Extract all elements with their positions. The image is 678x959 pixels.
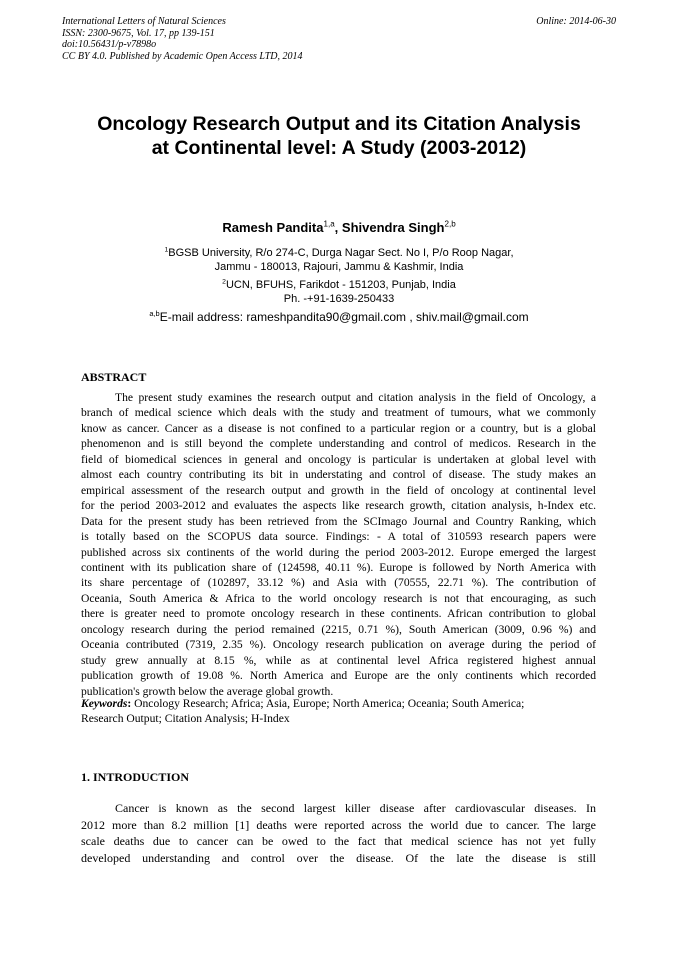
paper-title [40, 112, 638, 160]
abstract-line: is totally based on the SCOPUS data source. Findings: - A total of 310593 research papers were [81, 530, 596, 544]
intro-line: scale deaths due to cancer can be owed to the fact that medical science has not yet fully [81, 834, 596, 848]
keywords-line-1: Oncology Research; Africa; Asia, Europe; North America; Oceania; South America; [134, 697, 525, 710]
abstract-line: for the period 2003-2012 and evaluates the aspects like research growth, citation analysis, h-Index etc. [81, 499, 596, 513]
keywords-label: Keywords [81, 697, 128, 710]
abstract-line: Oceania, South America & Africa to the world oncology research is not that encouraging, as such [81, 591, 596, 605]
abstract-line: its share percentage of (102897, 33.12 %) and Asia with (70555, 22.71 %). The contribution of [81, 576, 596, 590]
abstract-line: phenomenon and is still beyond the complete understanding and control of medicos. Research in the [81, 437, 596, 451]
journal-doi: doi:10.56431/p-v7898o [62, 39, 157, 50]
abstract-line: study grew annually at 8.15 %, while as at continental level Africa registered highest annual [81, 653, 596, 667]
email-marker: a,b [149, 309, 160, 318]
email-address: E-mail address: rameshpandita90@gmail.com , shiv.mail@gmail.com [159, 310, 529, 324]
author-list [40, 220, 638, 235]
abstract-line: there is greater need to promote oncology research in these continents. African contribution to global [81, 607, 596, 621]
affiliation-2-line-2: Ph. -+91-1639-250433 [283, 293, 395, 305]
abstract-line: field of biomedical sciences in general and oncology is particular is undertaken at global level with [81, 452, 596, 466]
intro-line: developed understanding and control over the disease. Of the late the disease is still [81, 850, 596, 865]
title-line-2: at Continental level: A Study (2003-2012) [151, 137, 527, 159]
journal-name: International Letters of Natural Sciences [62, 16, 226, 27]
intro-line: Cancer is known as the second largest killer disease after cardiovascular diseases. In [115, 801, 596, 815]
abstract-line: publication growth of 19.08 %. North America and Europe are the only continents which recorded [81, 669, 596, 683]
journal-issn: ISSN: 2300-9675, Vol. 17, pp 139-151 [62, 27, 215, 39]
affiliation-1-marker: 1 [164, 246, 169, 254]
abstract-line: continent with its publication share of (124598, 40.11 %). Europe is followed by North America with [81, 560, 596, 574]
abstract-line: branch of medical science which deals with the study and treatment of tumours, what we commonly [81, 406, 596, 420]
abstract-line: published across six continents of the world during the period 2003-2012. Europe emerged the largest [81, 545, 596, 559]
keywords-line-2: Research Output; Citation Analysis; H-Index [81, 712, 290, 726]
author-1: Ramesh Pandita [222, 220, 324, 235]
affiliation-1-line-2: Jammu - 180013, Rajouri, Jammu & Kashmir, India [214, 261, 464, 273]
affiliation-2-line-1: UCN, BFUHS, Farikdot - 151203, Punjab, India [225, 279, 456, 291]
affiliation-1 [40, 246, 638, 274]
title-line-1: Oncology Research Output and its Citation Analysis [97, 113, 581, 135]
affiliation-1-line-1: BGSB University, R/o 274-C, Durga Nagar Sect. No I, P/o Roop Nagar, [168, 247, 514, 259]
abstract-body [81, 390, 596, 699]
affiliation-2-marker: 2 [222, 278, 226, 286]
keywords-colon: : [127, 697, 135, 710]
abstract-line: Data for the present study has been retrieved from the SCImago Journal and Country Ranking, which [81, 514, 596, 528]
abstract-line: publication's growth below the average global growth. [81, 684, 334, 698]
abstract-line: know as cancer. Cancer as a disease is not confined to a particular region or a country, but is a global [81, 421, 596, 435]
abstract-heading: ABSTRACT [81, 370, 147, 384]
introduction-body [81, 800, 596, 866]
abstract-line: empirical assessment of the research output and growth in the field of oncology at continental level [81, 483, 596, 497]
author-2: Shivendra Singh [341, 220, 445, 235]
abstract-line: oncology research during the period remained (2215, 0.71 %), South American (3009, 0.96 %) and [81, 622, 596, 636]
email-line [40, 310, 638, 324]
author-separator: , [334, 220, 342, 235]
author-2-marker: 2,b [444, 219, 456, 229]
journal-header [62, 16, 616, 62]
keywords-block [81, 696, 596, 727]
abstract-line: Oceania contributed (7319, 2.35 %). Oncology research publication on average during the period of [81, 638, 596, 652]
journal-license: CC BY 4.0. Published by Academic Open Access LTD, 2014 [62, 50, 303, 62]
author-1-marker: 1,a [323, 219, 335, 229]
affiliation-2 [40, 278, 638, 306]
intro-line: 2012 more than 8.2 million [1] deaths were reported across the world due to cancer. The large [81, 817, 596, 832]
online-date: Online: 2014-06-30 [536, 16, 616, 27]
abstract-line: almost each country contributing its bit in understating and control of disease. The study makes an [81, 468, 596, 482]
abstract-line: The present study examines the research output and citation analysis in the field of Oncology, a [115, 391, 596, 404]
introduction-heading: 1. INTRODUCTION [81, 770, 190, 784]
